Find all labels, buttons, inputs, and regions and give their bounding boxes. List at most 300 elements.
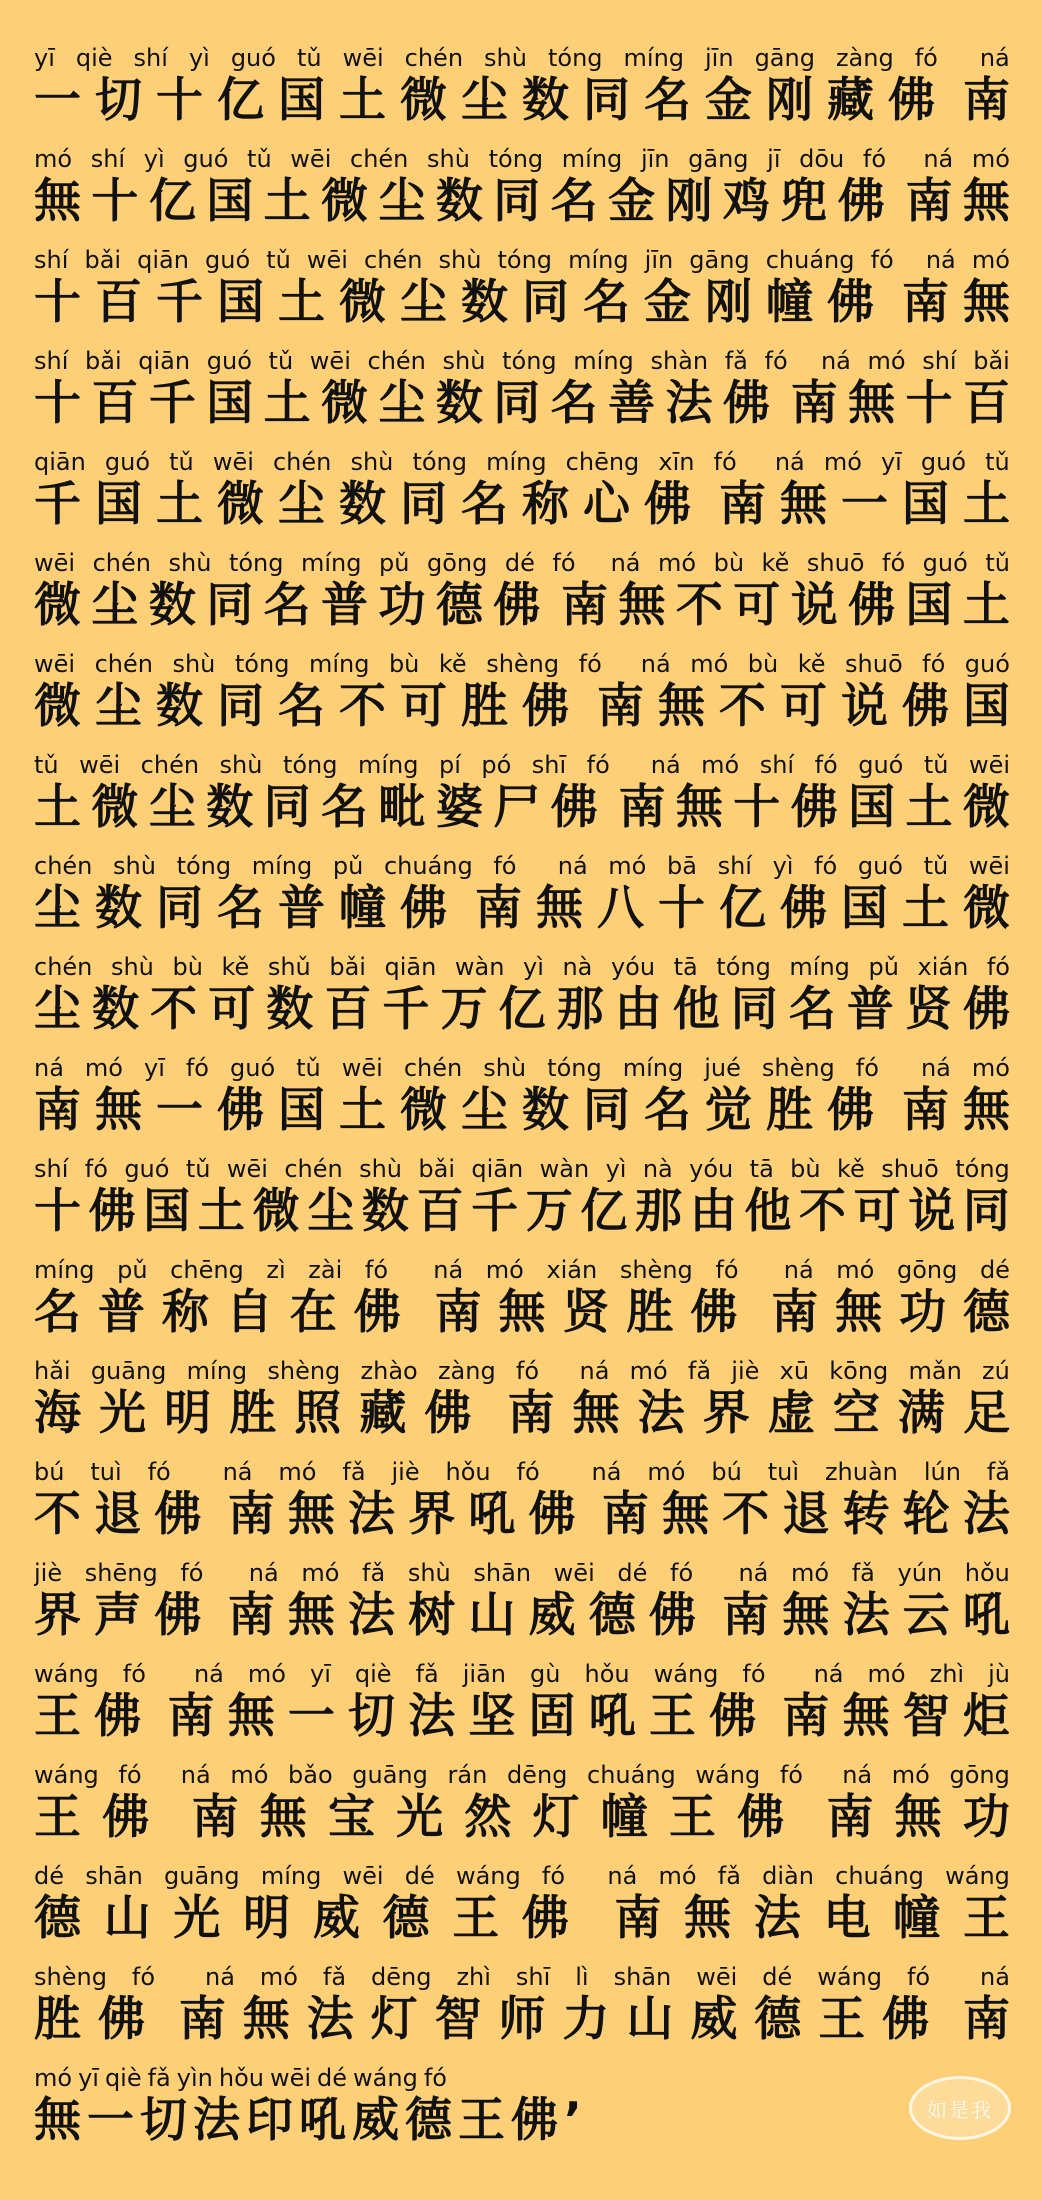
pinyin-syllable: míng xyxy=(260,1862,322,1890)
hanzi-character: 尘 xyxy=(378,376,426,431)
hanzi-character: 心 xyxy=(583,477,630,532)
hanzi-character: 微 xyxy=(217,477,264,532)
hanzi-character: 南 xyxy=(167,1689,215,1744)
pinyin-syllable: shù xyxy=(407,1559,451,1587)
pinyin-syllable: lì xyxy=(575,1963,589,1991)
pinyin-syllable: mó xyxy=(867,1660,906,1688)
pinyin-syllable: zhào xyxy=(360,1357,418,1385)
pinyin-syllable: yì xyxy=(772,852,794,880)
hanzi-character: 德 xyxy=(588,1588,636,1643)
hanzi-character: 不 xyxy=(339,679,386,734)
hanzi-character: 称 xyxy=(161,1285,209,1340)
pinyin-syllable: wàn xyxy=(454,953,505,981)
pinyin-syllable: guó xyxy=(124,1155,170,1183)
hanzi-character: 尘 xyxy=(278,477,325,532)
text-line xyxy=(34,846,1010,947)
pinyin-syllable: fǎ xyxy=(322,1963,347,1991)
hanzi-character: 南 xyxy=(782,1689,830,1744)
pinyin-syllable: tǔ xyxy=(985,448,1010,476)
hanzi-character: 灯 xyxy=(532,1790,580,1845)
pinyin-syllable: shèng xyxy=(34,1963,107,1991)
hanzi-character: 佛 xyxy=(400,881,447,936)
pinyin-syllable: tǔ xyxy=(923,852,949,880)
pinyin-syllable: ná xyxy=(579,1357,610,1385)
pinyin-syllable: fó xyxy=(180,1559,204,1587)
hanzi-character: 不 xyxy=(719,679,766,734)
hanzi-row xyxy=(34,476,1010,534)
hanzi-character: 名 xyxy=(644,73,691,128)
pinyin-syllable: gāng xyxy=(754,44,815,72)
pinyin-syllable: chuáng xyxy=(835,1862,924,1890)
text-line xyxy=(34,1351,1010,1452)
hanzi-character: 胜 xyxy=(229,1386,277,1441)
hanzi-character: 贤 xyxy=(562,1285,610,1340)
hanzi-character: 同 xyxy=(206,578,254,633)
hanzi-row xyxy=(34,1183,1010,1241)
pinyin-syllable: wēi xyxy=(968,852,1010,880)
pinyin-syllable: fó xyxy=(713,448,737,476)
pinyin-syllable: hǒu xyxy=(445,1458,491,1486)
hanzi-character: 足 xyxy=(962,1386,1010,1441)
pinyin-syllable: guó xyxy=(206,347,252,375)
pinyin-syllable: chén xyxy=(92,549,151,577)
pinyin-syllable: jiè xyxy=(731,1357,760,1385)
pinyin-syllable: fó xyxy=(870,246,894,274)
hanzi-character: 土 xyxy=(197,1184,245,1239)
pinyin-syllable: shèng xyxy=(761,1054,835,1082)
hanzi-character: 佛 xyxy=(690,1285,738,1340)
pinyin-syllable: wēi xyxy=(290,145,332,173)
pinyin-syllable: ná xyxy=(820,347,851,375)
pinyin-row xyxy=(34,1553,1010,1587)
pinyin-syllable: míng xyxy=(301,549,362,577)
pinyin-syllable: bù xyxy=(388,650,420,678)
hanzi-character: 虚 xyxy=(767,1386,815,1441)
pinyin-syllable: mó xyxy=(971,1054,1010,1082)
hanzi-character: 佛 xyxy=(790,780,838,835)
pinyin-syllable: jīn xyxy=(644,246,674,274)
pinyin-row xyxy=(34,1654,1010,1688)
pinyin-syllable: shān xyxy=(85,1862,143,1890)
hanzi-character: 百 xyxy=(962,376,1010,431)
hanzi-character: 南 xyxy=(34,1083,81,1138)
hanzi-character: 亿 xyxy=(580,1184,628,1239)
hanzi-character: 無 xyxy=(242,1992,290,2047)
hanzi-character: 光 xyxy=(396,1790,444,1845)
hanzi-character: 無 xyxy=(782,1588,830,1643)
text-line xyxy=(34,644,1010,745)
pinyin-syllable: tóng xyxy=(282,751,338,779)
hanzi-character: 国 xyxy=(902,477,949,532)
pinyin-syllable: guó xyxy=(183,145,229,173)
pinyin-syllable: kě xyxy=(837,1155,865,1183)
hanzi-character: 普 xyxy=(278,881,325,936)
hanzi-character: 尘 xyxy=(148,780,196,835)
pinyin-syllable: pǔ xyxy=(868,953,899,981)
pinyin-syllable: míng xyxy=(622,1054,684,1082)
pinyin-syllable: guāng xyxy=(164,1862,240,1890)
hanzi-character: 尘 xyxy=(307,1184,355,1239)
pinyin-syllable: chén xyxy=(284,1155,343,1183)
pinyin-syllable: míng xyxy=(186,1357,248,1385)
pinyin-syllable: shí xyxy=(922,347,957,375)
hanzi-character: 百 xyxy=(91,376,139,431)
hanzi-character: 王 xyxy=(34,1790,81,1845)
pinyin-syllable: jīn xyxy=(705,44,734,72)
pinyin-syllable: fó xyxy=(715,1256,739,1284)
hanzi-character: 功 xyxy=(899,1285,947,1340)
pinyin-syllable: fǎ xyxy=(687,1357,712,1385)
hanzi-character: 無 xyxy=(962,174,1010,229)
hanzi-character: 胜 xyxy=(766,1083,813,1138)
pinyin-syllable: tǔ xyxy=(296,44,322,72)
pinyin-syllable: dé xyxy=(504,549,535,577)
hanzi-character: 万 xyxy=(440,982,488,1037)
pinyin-row xyxy=(34,341,1010,375)
pinyin-syllable: tóng xyxy=(228,549,284,577)
pinyin-syllable: yī xyxy=(143,1054,165,1082)
pinyin-syllable: yì xyxy=(143,145,165,173)
pinyin-syllable: dōu xyxy=(799,145,845,173)
hanzi-character: 王 xyxy=(818,1992,866,2047)
hanzi-character: 同 xyxy=(156,881,203,936)
hanzi-character: 無 xyxy=(259,1790,307,1845)
hanzi-character: 佛 xyxy=(353,1285,401,1340)
hanzi-character: 界 xyxy=(702,1386,750,1441)
hanzi-character: 德 xyxy=(34,1891,81,1946)
pinyin-syllable: mó xyxy=(971,246,1010,274)
pinyin-syllable: chuáng xyxy=(587,1761,676,1789)
hanzi-character: 觉 xyxy=(705,1083,752,1138)
hanzi-character: 佛 xyxy=(97,1992,145,2047)
pinyin-syllable: fó xyxy=(147,1458,171,1486)
pinyin-syllable: tóng xyxy=(955,1155,1010,1183)
text-line xyxy=(34,1250,1010,1351)
hanzi-character: 数 xyxy=(435,376,483,431)
hanzi-character: 云 xyxy=(902,1588,950,1643)
pinyin-syllable: míng xyxy=(568,246,629,274)
hanzi-character: 藏 xyxy=(359,1386,407,1441)
pinyin-syllable: ná xyxy=(193,1660,224,1688)
pinyin-syllable: tǔ xyxy=(169,448,194,476)
pinyin-row xyxy=(34,1957,1010,1991)
pinyin-syllable: xīn xyxy=(658,448,695,476)
hanzi-character: 佛 xyxy=(827,1083,874,1138)
pinyin-row xyxy=(34,1755,1010,1789)
pinyin-syllable: wáng xyxy=(34,1660,99,1688)
pinyin-syllable: dé xyxy=(617,1559,648,1587)
hanzi-character: 明 xyxy=(243,1891,291,1946)
pinyin-syllable: jīn xyxy=(640,145,670,173)
hanzi-character: 微 xyxy=(962,780,1010,835)
pinyin-syllable: shí xyxy=(34,347,69,375)
hanzi-character: 金 xyxy=(705,73,752,128)
pinyin-syllable: shí xyxy=(759,751,795,779)
pinyin-syllable: gāng xyxy=(689,246,750,274)
hanzi-character: 佛 xyxy=(550,780,598,835)
pinyin-syllable: tǔ xyxy=(185,1155,211,1183)
pinyin-syllable: zhuàn xyxy=(824,1458,898,1486)
pinyin-row xyxy=(34,745,1010,779)
pinyin-syllable: fó xyxy=(493,852,517,880)
hanzi-character: 佛 xyxy=(154,1487,202,1542)
hanzi-character: 尘 xyxy=(34,881,81,936)
pinyin-syllable: tǔ xyxy=(266,246,291,274)
pinyin-syllable: fó xyxy=(131,1963,156,1991)
pinyin-syllable: míng xyxy=(486,448,547,476)
pinyin-syllable: ná xyxy=(813,1660,844,1688)
hanzi-character: 南 xyxy=(902,275,949,330)
pinyin-syllable: wáng xyxy=(817,1963,882,1991)
pinyin-syllable: chén xyxy=(272,448,332,476)
pinyin-syllable: mó xyxy=(867,347,906,375)
hanzi-character: 尘 xyxy=(461,73,508,128)
pinyin-syllable: bǎo xyxy=(288,1761,333,1789)
hanzi-row xyxy=(34,1587,1010,1645)
hanzi-character: 亿 xyxy=(719,881,766,936)
hanzi-row xyxy=(34,1486,1010,1544)
pinyin-syllable: mó xyxy=(230,1761,269,1789)
hanzi-character: 毗 xyxy=(378,780,426,835)
hanzi-character: 数 xyxy=(92,982,140,1037)
pinyin-syllable: ná xyxy=(607,1862,638,1890)
hanzi-character: 無 xyxy=(662,1487,710,1542)
pinyin-row xyxy=(34,1250,1010,1284)
hanzi-character: 無 xyxy=(894,1790,942,1845)
hanzi-character: 数 xyxy=(339,477,386,532)
pinyin-syllable: gōng xyxy=(426,549,488,577)
pinyin-syllable: wáng xyxy=(945,1862,1010,1890)
hanzi-character: 南 xyxy=(601,1487,649,1542)
pinyin-syllable: zú xyxy=(982,1357,1010,1385)
hanzi-character: 切 xyxy=(95,73,142,128)
hanzi-character: 亿 xyxy=(498,982,546,1037)
hanzi-character: 名 xyxy=(644,1083,691,1138)
text-line xyxy=(34,2058,1010,2159)
hanzi-row xyxy=(34,577,1010,635)
hanzi-character: 王 xyxy=(34,1689,81,1744)
pinyin-syllable: mó xyxy=(658,1862,697,1890)
hanzi-character: 佛 xyxy=(737,1790,785,1845)
hanzi-character: 尘 xyxy=(34,982,81,1037)
pinyin-syllable: mó xyxy=(891,1761,930,1789)
pinyin-syllable: bǎi xyxy=(84,246,122,274)
hanzi-row xyxy=(34,1991,1010,2049)
pinyin-syllable: shù xyxy=(484,44,527,72)
hanzi-character: 山 xyxy=(103,1891,151,1946)
pinyin-syllable: rán xyxy=(447,1761,488,1789)
hanzi-character: 名 xyxy=(788,982,836,1037)
hanzi-character: 佛 xyxy=(102,1790,150,1845)
pinyin-syllable: fó xyxy=(364,1256,389,1284)
hanzi-character: 灯 xyxy=(370,1992,418,2047)
seal-logo: 如是我 xyxy=(909,2076,1011,2140)
hanzi-character: 佛 xyxy=(644,477,691,532)
hanzi-character: 名 xyxy=(321,780,369,835)
pinyin-syllable: shí xyxy=(34,1155,69,1183)
hanzi-character: 佛 xyxy=(88,1184,136,1239)
pinyin-row xyxy=(34,947,1010,981)
hanzi-character: 無 xyxy=(675,780,723,835)
pinyin-syllable: chuáng xyxy=(765,246,855,274)
hanzi-character: 退 xyxy=(94,1487,142,1542)
hanzi-character: 土 xyxy=(263,376,311,431)
pinyin-syllable: mó xyxy=(34,145,73,173)
hanzi-character: 同 xyxy=(583,73,630,128)
pinyin-syllable: yì xyxy=(605,1155,627,1183)
hanzi-character: 十 xyxy=(34,275,81,330)
pinyin-syllable: fǎ xyxy=(362,1559,386,1587)
hanzi-character: 土 xyxy=(963,477,1010,532)
pinyin-syllable: zàng xyxy=(835,44,894,72)
hanzi-character: 佛 xyxy=(722,376,770,431)
hanzi-character: 尘 xyxy=(378,174,426,229)
pinyin-syllable: tǔ xyxy=(268,347,294,375)
pinyin-syllable: shù xyxy=(438,246,482,274)
pinyin-syllable: zhì xyxy=(456,1963,491,1991)
hanzi-character: 刚 xyxy=(665,174,713,229)
pinyin-syllable: chén xyxy=(403,1054,463,1082)
pinyin-syllable: wēi xyxy=(212,448,254,476)
pinyin-syllable: bù xyxy=(790,1155,821,1183)
pinyin-syllable: dé xyxy=(34,1862,64,1890)
hanzi-character: 婆 xyxy=(435,780,483,835)
hanzi-character: 同 xyxy=(493,174,541,229)
text-line xyxy=(34,1553,1010,1654)
pinyin-syllable: chén xyxy=(34,852,93,880)
hanzi-character: 声 xyxy=(94,1588,142,1643)
pinyin-syllable: fǎ xyxy=(851,1559,875,1587)
hanzi-character: 尘 xyxy=(91,578,139,633)
hanzi-character: 王 xyxy=(458,2093,505,2148)
pinyin-syllable: mó xyxy=(701,751,740,779)
pinyin-syllable: fǎ xyxy=(717,1862,741,1890)
pinyin-syllable: míng xyxy=(251,852,313,880)
pinyin-syllable: fó xyxy=(552,549,576,577)
hanzi-character: 無 xyxy=(227,1689,275,1744)
hanzi-character: 南 xyxy=(790,376,838,431)
hanzi-row xyxy=(34,375,1010,433)
pinyin-row xyxy=(34,2058,1010,2092)
hanzi-character: 南 xyxy=(902,1083,949,1138)
hanzi-character: 佛 xyxy=(493,578,541,633)
pinyin-syllable: wáng xyxy=(653,1660,719,1688)
hanzi-character: 吼 xyxy=(962,1588,1010,1643)
hanzi-character: 国 xyxy=(95,477,142,532)
pinyin-syllable: pǔ xyxy=(379,549,410,577)
hanzi-character: 千 xyxy=(148,376,196,431)
pinyin-row xyxy=(34,1149,1010,1183)
hanzi-character: 王 xyxy=(668,1790,716,1845)
pinyin-syllable: fó xyxy=(578,650,602,678)
pinyin-syllable: hǒu xyxy=(964,1559,1010,1587)
pinyin-syllable: yóu xyxy=(610,953,656,981)
pinyin-syllable: míng xyxy=(357,751,419,779)
pinyin-syllable: wēi xyxy=(34,650,76,678)
hanzi-character: 南 xyxy=(227,1487,275,1542)
pinyin-syllable: fó xyxy=(882,549,906,577)
pinyin-syllable: jué xyxy=(704,1054,741,1082)
pinyin-syllable: lún xyxy=(923,1458,961,1486)
hanzi-character: 胜 xyxy=(626,1285,674,1340)
pinyin-syllable: ná xyxy=(222,1458,253,1486)
hanzi-character: 说 xyxy=(790,578,838,633)
hanzi-character: 数 xyxy=(522,1083,569,1138)
pinyin-syllable: bù xyxy=(713,549,745,577)
pinyin-syllable: fó xyxy=(855,1054,879,1082)
pinyin-syllable: ná xyxy=(640,650,671,678)
pinyin-syllable: shù xyxy=(219,751,263,779)
hanzi-character: 名 xyxy=(461,477,508,532)
pinyin-syllable: fó xyxy=(862,145,887,173)
pinyin-syllable: zài xyxy=(308,1256,343,1284)
hanzi-character: 同 xyxy=(583,1083,630,1138)
hanzi-character: 他 xyxy=(672,982,720,1037)
text-line xyxy=(34,240,1010,341)
pinyin-syllable: ná xyxy=(980,1963,1010,1991)
pinyin-syllable: shí xyxy=(717,852,752,880)
pinyin-syllable: shù xyxy=(359,1155,403,1183)
pinyin-syllable: zhì xyxy=(929,1660,965,1688)
pinyin-syllable: guāng xyxy=(352,1761,428,1789)
pinyin-syllable: pó xyxy=(481,751,512,779)
hanzi-character: 無 xyxy=(848,376,896,431)
pinyin-syllable: wēi xyxy=(79,751,121,779)
hanzi-character: 佛 xyxy=(709,1689,757,1744)
pinyin-syllable: mó xyxy=(836,1256,875,1284)
hanzi-character: 胜 xyxy=(461,679,508,734)
hanzi-character: 王 xyxy=(648,1689,696,1744)
pinyin-syllable: mó xyxy=(690,650,729,678)
pinyin-syllable: tuì xyxy=(767,1458,800,1486)
hanzi-character: 無 xyxy=(963,1083,1010,1138)
hanzi-character: 十 xyxy=(34,376,81,431)
pinyin-syllable: dé xyxy=(317,2064,348,2092)
pinyin-syllable: shàn xyxy=(650,347,709,375)
hanzi-character: 固 xyxy=(528,1689,576,1744)
pinyin-syllable: wēi xyxy=(309,347,351,375)
hanzi-character: 佛 xyxy=(94,1689,142,1744)
hanzi-character: 同 xyxy=(962,1184,1010,1239)
hanzi-character: 百 xyxy=(324,982,372,1037)
hanzi-character: 微 xyxy=(91,780,139,835)
pinyin-row xyxy=(34,1452,1010,1486)
hanzi-character: 称 xyxy=(522,477,569,532)
hanzi-character: 法 xyxy=(348,1487,396,1542)
hanzi-character: 幢 xyxy=(893,1891,941,1946)
hanzi-character: 不 xyxy=(798,1184,846,1239)
hanzi-character: 山 xyxy=(626,1992,674,2047)
pinyin-syllable: wēi xyxy=(34,549,76,577)
hanzi-character: 德 xyxy=(382,1891,430,1946)
hanzi-character: 土 xyxy=(156,477,203,532)
pinyin-syllable: míng xyxy=(561,145,623,173)
hanzi-character: 数 xyxy=(435,174,483,229)
pinyin-syllable: fó xyxy=(670,1559,694,1587)
hanzi-row xyxy=(34,274,1010,332)
pinyin-row xyxy=(34,442,1010,476)
hanzi-character: 坚 xyxy=(468,1689,516,1744)
pinyin-syllable: ná xyxy=(738,1559,769,1587)
pinyin-syllable: ná xyxy=(248,1559,279,1587)
pinyin-syllable: hǒu xyxy=(218,2064,264,2092)
hanzi-character: 数 xyxy=(361,1184,409,1239)
pinyin-syllable: qiè xyxy=(354,1660,392,1688)
pinyin-syllable: diàn xyxy=(762,1862,814,1890)
pinyin-syllable: fó xyxy=(986,953,1010,981)
pinyin-syllable: tóng xyxy=(488,145,544,173)
hanzi-character: 南 xyxy=(227,1588,275,1643)
